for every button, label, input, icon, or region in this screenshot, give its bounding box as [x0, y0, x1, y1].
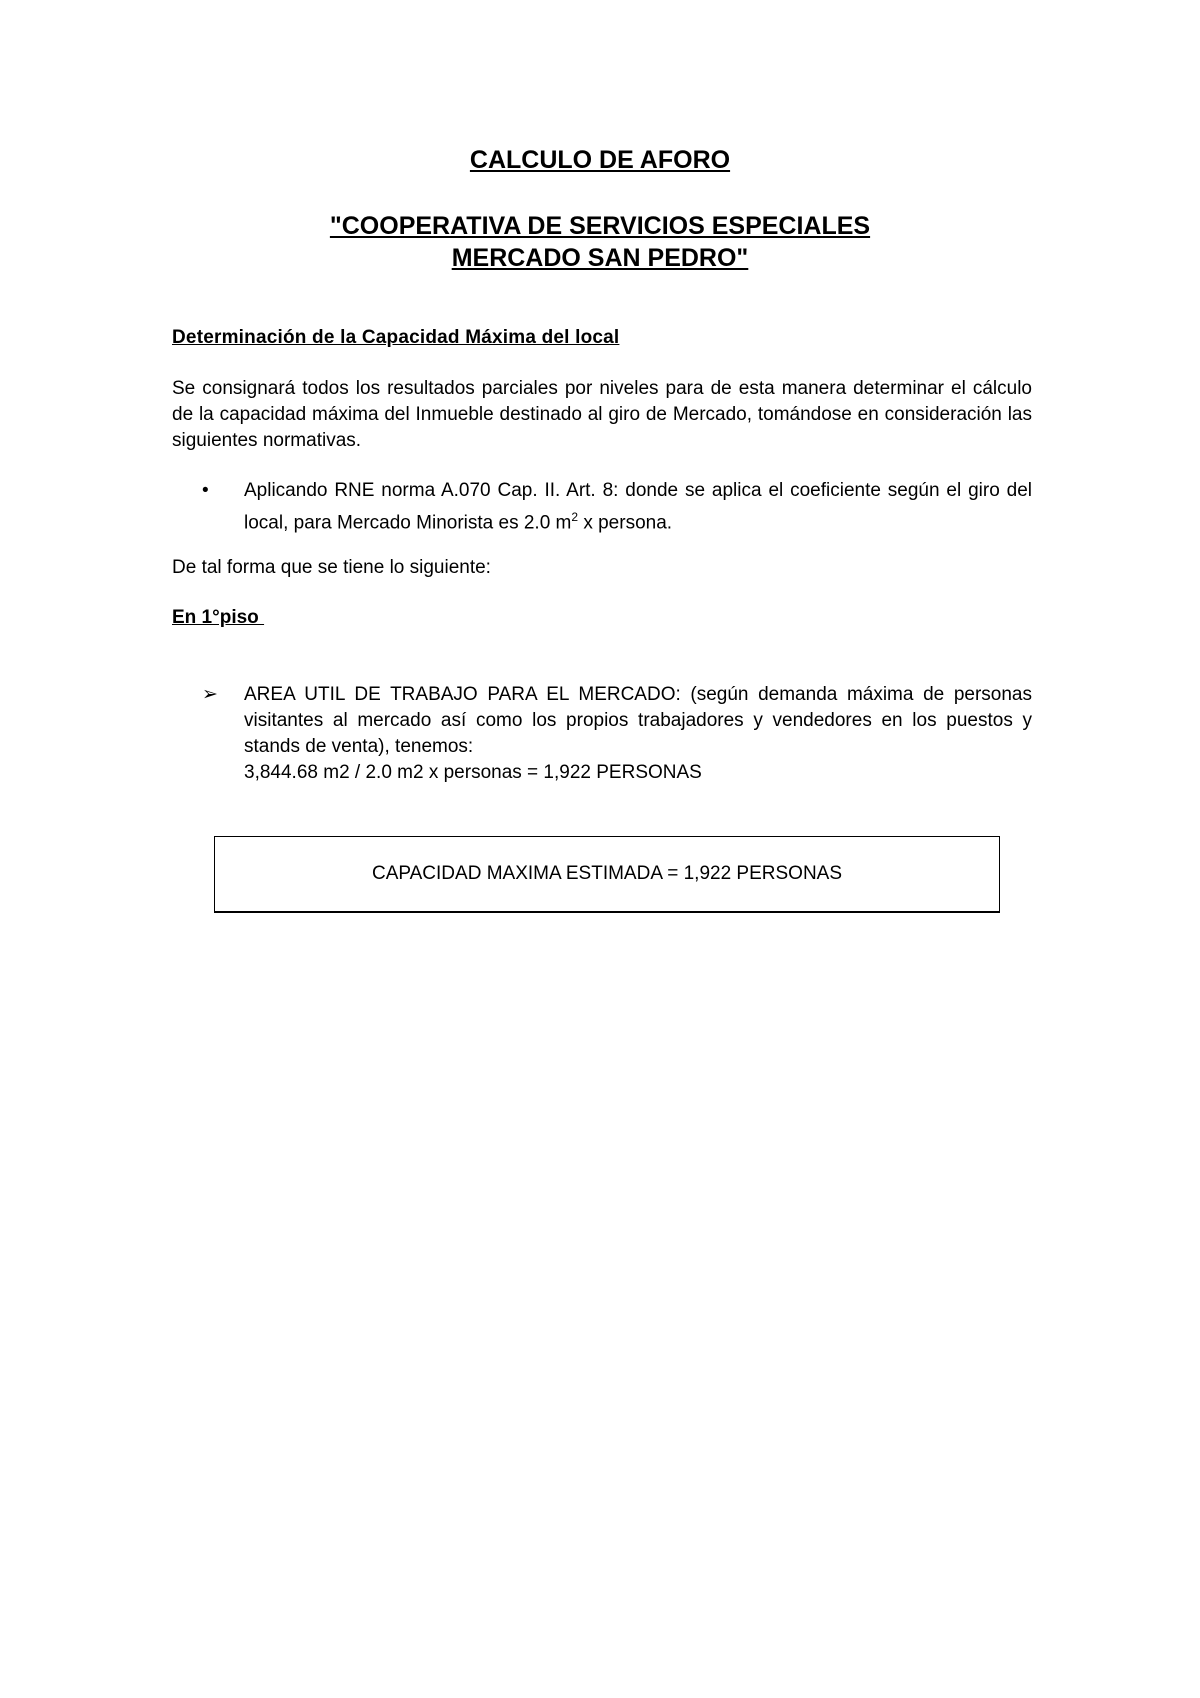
- document-subtitle-line-2: MERCADO SAN PEDRO": [451, 244, 749, 272]
- document-title: CALCULO DE AFORO: [469, 146, 731, 174]
- document-subtitle-line-1: "COOPERATIVA DE SERVICIOS ESPECIALES: [329, 212, 871, 240]
- bullet-dot-icon: •: [202, 480, 209, 501]
- section-heading: Determinación de la Capacidad Máxima del local: [172, 327, 620, 348]
- transition-text: De tal forma que se tiene lo siguiente:: [172, 557, 491, 578]
- area-calculation: 3,844.68 m2 / 2.0 m2 x personas = 1,922 PERSONAS: [244, 762, 702, 783]
- intro-paragraph: Se consignará todos los resultados parciales por niveles para de esta manera determinar el cálculo de la capacidad máxima del Inmueble destinado al giro de Mercado, tomándose en consideración las siguientes normativas.: [172, 378, 1032, 451]
- area-description: AREA UTIL DE TRABAJO PARA EL MERCADO: (según demanda máxima de personas visitantes al mercado así como los propios trabajadores y vendedores en los puestos y stands de venta), tenemos:: [244, 684, 1032, 757]
- arrowhead-bullet-icon: ➢: [202, 684, 218, 705]
- list-item-text: [244, 478, 1032, 536]
- result-box-text: CAPACIDAD MAXIMA ESTIMADA = 1,922 PERSONAS: [371, 863, 843, 884]
- floor-heading: En 1°piso: [172, 607, 265, 628]
- list-item-text: [244, 682, 1032, 786]
- list-item-text-end: x persona.: [578, 512, 673, 534]
- result-box: [214, 836, 1000, 913]
- superscript-exponent: 2: [571, 510, 579, 524]
- list-item-text-main: Aplicando RNE norma A.070 Cap. II. Art. 8: donde se aplica el coeficiente según el giro del local, para Mercado Minorista es 2.0 m: [244, 480, 1032, 534]
